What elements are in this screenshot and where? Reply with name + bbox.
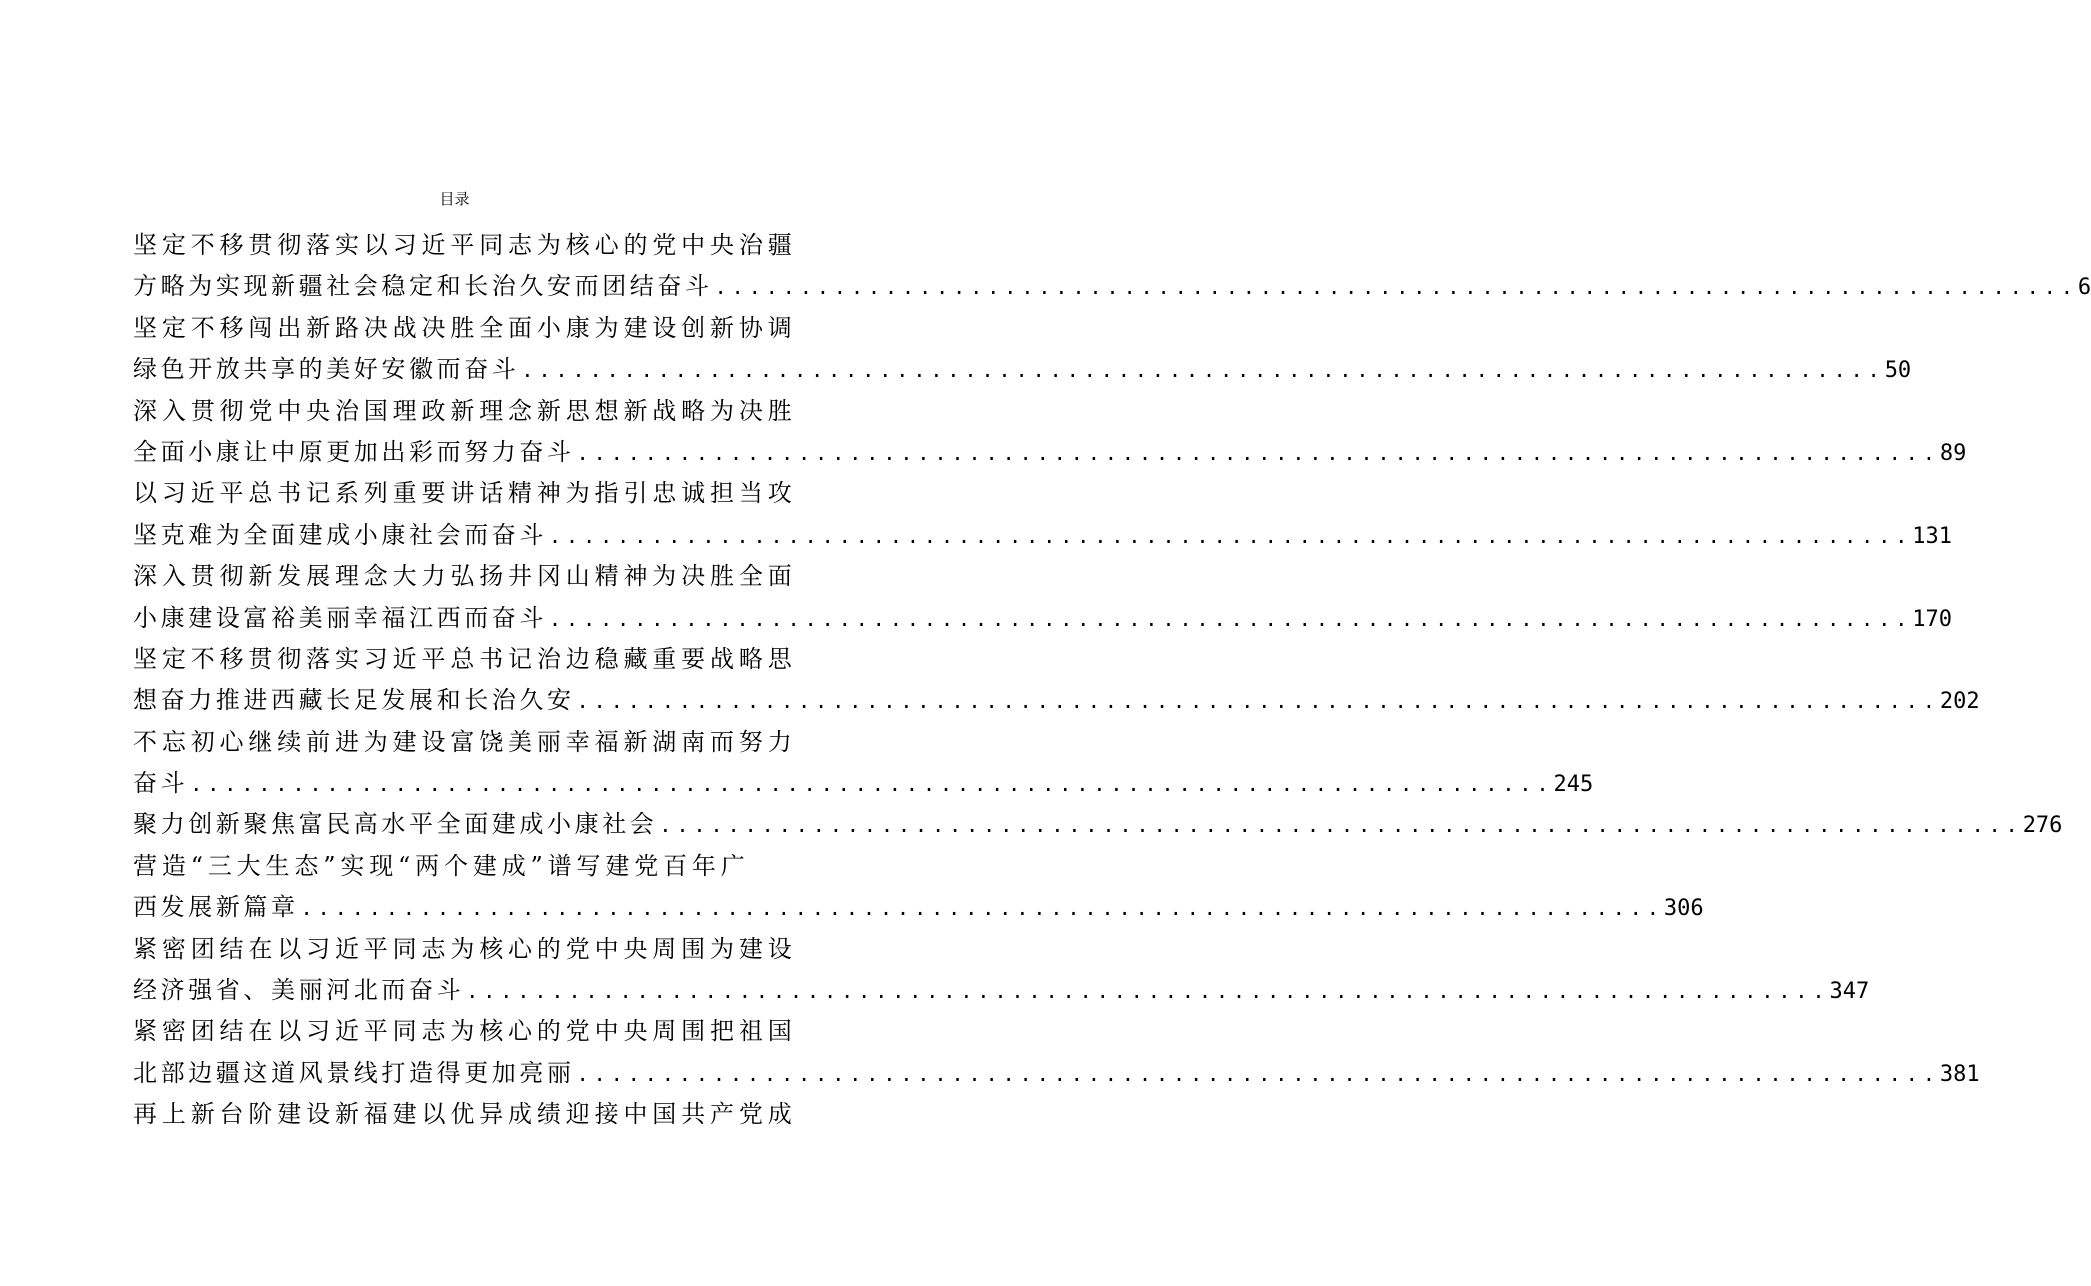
dot-leader: ................................................................................	[549, 523, 1913, 548]
toc-entry-text: 紧密团结在以习近平同志为核心的党中央周围把祖国	[133, 1017, 797, 1046]
toc-entry-last-line[interactable]	[133, 349, 1912, 390]
toc-page-number: 170	[1912, 606, 1953, 632]
dot-leader: ................................................................................	[190, 772, 1554, 797]
toc-entry-line[interactable]	[133, 929, 797, 970]
toc-entry-text: 西发展新篇章	[133, 893, 299, 922]
dot-leader: ................................................................................	[576, 440, 1940, 465]
toc-entry-text: 坚定不移贯彻落实以习近平同志为核心的党中央治疆	[133, 231, 797, 259]
toc-entry-text: 以习近平总书记系列重要讲话精神为指引忠诚担当攻	[133, 479, 797, 508]
toc-entry-text: 深入贯彻新发展理念大力弘扬井冈山精神为决胜全面	[133, 562, 797, 591]
toc-entry-line[interactable]	[133, 1011, 797, 1052]
toc-entry-text: 想奋力推进西藏长足发展和长治久安	[133, 686, 575, 715]
toc-heading: 目录	[439, 190, 470, 208]
toc-list	[133, 225, 2091, 1136]
toc-entry-text: 坚克难为全面建成小康社会而奋斗	[133, 520, 547, 549]
toc-page-number: 6	[2077, 275, 2091, 301]
dot-leader: ................................................................................	[576, 1061, 1940, 1086]
toc-entry-last-line[interactable]	[133, 598, 1953, 639]
toc-entry-line[interactable]	[133, 556, 797, 597]
toc-page-number: 89	[1939, 440, 1967, 466]
toc-entry-text: 绿色开放共享的美好安徽而奋斗	[133, 355, 520, 384]
toc-page-number: 245	[1553, 772, 1594, 798]
toc-page-number: 381	[1939, 1061, 1980, 1087]
dot-leader: ................................................................................	[576, 689, 1940, 714]
dot-leader: ................................................................................	[521, 358, 1885, 383]
toc-entry-line[interactable]	[133, 225, 797, 266]
toc-entry-last-line[interactable]	[133, 680, 1980, 721]
toc-entry-text: 营造“三大生态”实现“两个建成”谱写建党百年广	[133, 851, 750, 880]
dot-leader: ................................................................................	[549, 606, 1913, 631]
toc-entry-text: 全面小康让中原更加出彩而努力奋斗	[133, 437, 575, 466]
toc-entry-last-line[interactable]	[133, 887, 1704, 928]
toc-entry-text: 聚力创新聚焦富民高水平全面建成小康社会	[133, 810, 658, 839]
toc-entry-last-line[interactable]	[133, 266, 2091, 307]
dot-leader: ................................................................................	[714, 275, 2078, 300]
toc-entry-text: 深入贯彻党中央治国理政新理念新思想新战略为决胜	[133, 396, 797, 425]
toc-entry-last-line[interactable]	[133, 432, 1967, 473]
toc-page-number: 202	[1939, 689, 1980, 715]
toc-entry-text: 方略为实现新疆社会稳定和长治久安而团结奋斗	[133, 272, 713, 301]
toc-entry-text: 北部边疆这道风景线打造得更加亮丽	[133, 1058, 575, 1087]
toc-entry-text: 坚定不移贯彻落实习近平总书记治边稳藏重要战略思	[133, 644, 797, 673]
toc-entry-text: 坚定不移闯出新路决战决胜全面小康为建设创新协调	[133, 313, 797, 342]
toc-entry-last-line[interactable]	[133, 515, 1953, 556]
toc-entry-line[interactable]	[133, 846, 778, 887]
toc-entry-line[interactable]	[133, 639, 797, 680]
toc-entry-last-line[interactable]	[133, 804, 2063, 845]
dot-leader: ................................................................................	[466, 979, 1830, 1004]
toc-entry-line[interactable]	[133, 473, 797, 514]
toc-page-number: 50	[1884, 358, 1912, 384]
dot-leader: ................................................................................	[300, 896, 1664, 921]
toc-entry-text: 小康建设富裕美丽幸福江西而奋斗	[133, 603, 547, 632]
toc-entry-line[interactable]	[133, 391, 797, 432]
toc-entry-line[interactable]	[133, 308, 797, 349]
toc-page-number: 276	[2022, 813, 2063, 839]
toc-entry-text: 不忘初心继续前进为建设富饶美丽幸福新湖南而努力	[133, 727, 797, 756]
toc-page-number: 131	[1912, 523, 1953, 549]
toc-entry-text: 奋斗	[133, 769, 189, 798]
toc-entry-last-line[interactable]	[133, 763, 1594, 804]
toc-entry-text: 再上新台阶建设新福建以优异成绩迎接中国共产党成	[133, 1100, 797, 1129]
toc-page-number: 306	[1663, 896, 1704, 922]
toc-entry-text: 紧密团结在以习近平同志为核心的党中央周围为建设	[133, 934, 797, 963]
toc-entry-line[interactable]	[133, 1094, 797, 1135]
toc-page-number: 347	[1829, 979, 1870, 1005]
toc-entry-text: 经济强省、美丽河北而奋斗	[133, 976, 465, 1005]
toc-entry-last-line[interactable]	[133, 1053, 1980, 1094]
dot-leader: ................................................................................	[659, 813, 2023, 838]
toc-entry-last-line[interactable]	[133, 970, 1870, 1011]
toc-entry-line[interactable]	[133, 722, 797, 763]
